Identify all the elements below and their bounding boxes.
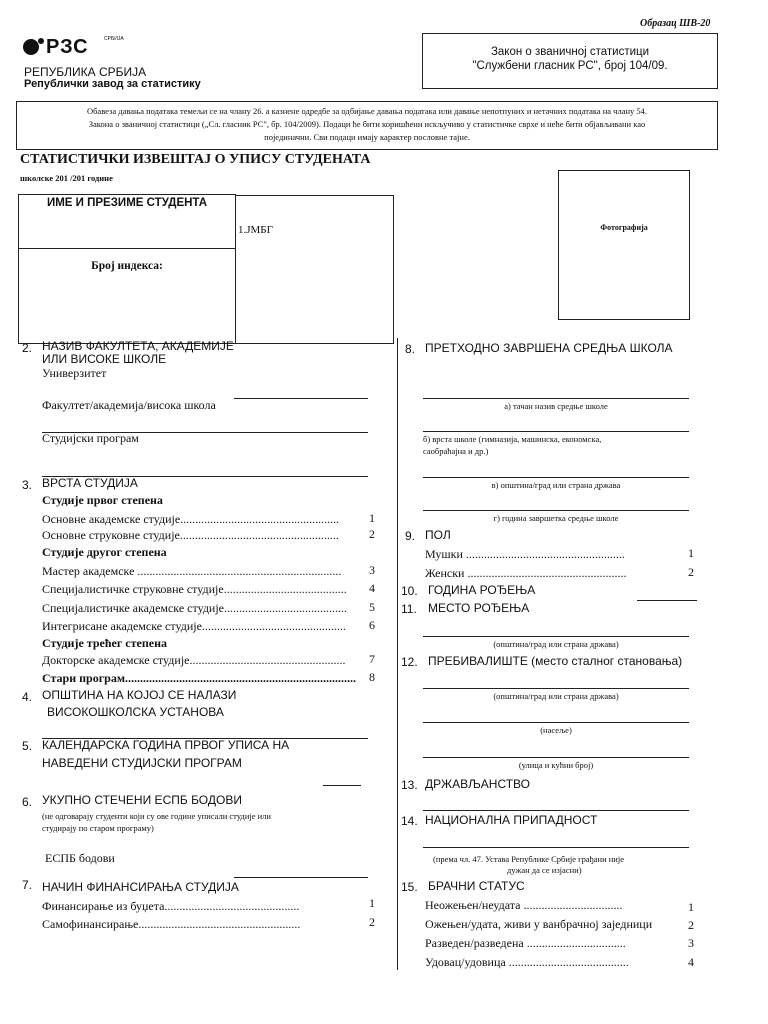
q3-code1: 1 bbox=[369, 511, 375, 525]
q8d-caption: г) година завршетка средње школе bbox=[493, 513, 619, 523]
q3-group1: Студије првог степена bbox=[42, 493, 163, 507]
q2-university-field[interactable] bbox=[234, 398, 368, 399]
q3-group3: Студије трећег степена bbox=[42, 636, 167, 650]
notice-line3: појединачни. Сви подаци имају карактер пословне тајне. bbox=[264, 132, 470, 142]
q8-number: 8. bbox=[405, 342, 416, 356]
q14-number: 14. bbox=[401, 814, 418, 828]
q13-number: 13. bbox=[401, 778, 418, 792]
q13-field[interactable] bbox=[423, 810, 689, 811]
q6-note-line1: (не одговарају студенти који су ове године уписали студије или bbox=[42, 811, 271, 821]
q3-code7: 7 bbox=[369, 652, 375, 666]
q15-option2[interactable]: Ожењен/удата, живи у ванбрачној заједници bbox=[425, 917, 653, 931]
q4-title-line2: ВИСОКОШКОЛСКА УСТАНОВА bbox=[47, 705, 224, 719]
q8d-field[interactable] bbox=[423, 510, 689, 511]
q15-number: 15. bbox=[401, 880, 418, 894]
q8a-field[interactable] bbox=[423, 398, 689, 399]
q11-title: МЕСТО РОЂЕЊА bbox=[428, 601, 530, 615]
notice-line1: Обавеза давања података темељи се на члану 26. а казнене одредбе за одбијање давања података или давање непотпуних и нетачних података на члану 54. bbox=[86, 106, 648, 116]
q15-code3: 3 bbox=[688, 936, 694, 950]
q11-caption: (општина/град или страна држава) bbox=[493, 639, 619, 649]
q8c-field[interactable] bbox=[423, 477, 689, 478]
q10-field[interactable] bbox=[637, 600, 697, 601]
q9-option2[interactable]: Женски ..................................................... bbox=[425, 566, 627, 580]
org-line2: Републички завод за статистику bbox=[24, 78, 201, 90]
q9-option1[interactable]: Мушки ..................................................... bbox=[425, 547, 625, 561]
notice-box bbox=[16, 101, 718, 150]
q12-caption1: (општина/град или страна држава) bbox=[493, 691, 619, 701]
q8b-caption-line2: саобраћајна и др.) bbox=[423, 446, 489, 456]
photo-label: Фотографија bbox=[600, 223, 648, 232]
q5-number: 5. bbox=[22, 739, 33, 753]
q3-option6[interactable]: Интегрисане академске студије................................................ bbox=[42, 619, 346, 633]
q3-code8: 8 bbox=[369, 670, 375, 684]
q9-number: 9. bbox=[405, 529, 416, 543]
q3-option2[interactable]: Основне струковне студије..................................................... bbox=[42, 528, 339, 542]
q6-points-field[interactable] bbox=[234, 877, 368, 878]
q15-option3[interactable]: Разведен/разведена ................................. bbox=[425, 936, 626, 950]
q4-title-line1: ОПШТИНА НА КОЈОЈ СЕ НАЛАЗИ bbox=[42, 688, 237, 702]
logo-text: РЗС bbox=[46, 36, 89, 58]
q7-code1: 1 bbox=[369, 896, 375, 910]
rzs-logo bbox=[20, 36, 130, 64]
q3-option3[interactable]: Мастер академске .................................................................... bbox=[42, 564, 342, 578]
q4-number: 4. bbox=[22, 690, 33, 704]
q9-code1: 1 bbox=[688, 546, 694, 560]
q14-title: НАЦИОНАЛНА ПРИПАДНОСТ bbox=[425, 813, 598, 827]
q2-title-line2: ИЛИ ВИСОКЕ ШКОЛЕ bbox=[42, 352, 167, 366]
index-label: Број индекса: bbox=[91, 260, 163, 272]
q6-title: УКУПНО СТЕЧЕНИ ЕСПБ БОДОВИ bbox=[42, 793, 242, 807]
q9-title: ПОЛ bbox=[425, 528, 451, 542]
q2-program-label: Студијски програм bbox=[42, 431, 139, 445]
q12-number: 12. bbox=[401, 655, 418, 669]
law-box bbox=[422, 33, 718, 89]
q12-caption3: (улица и кућни број) bbox=[518, 760, 594, 770]
q13-title: ДРЖАВЉАНСТВО bbox=[425, 777, 530, 791]
q12-municipality-field[interactable] bbox=[423, 688, 689, 689]
org-line1: РЕПУБЛИКА СРБИЈА bbox=[24, 65, 147, 79]
q6-note-line2: студирају по старом програму) bbox=[42, 823, 154, 833]
q3-option8[interactable]: Стари програм............................................................................. bbox=[42, 671, 357, 685]
student-name-label: ИМЕ И ПРЕЗИМЕ СТУДЕНТА bbox=[46, 197, 208, 209]
q3-code3: 3 bbox=[369, 563, 375, 577]
q2-university-label: Универзитет bbox=[42, 366, 107, 380]
school-year: школске 201 /201 године bbox=[20, 173, 113, 183]
q2-faculty-label: Факултет/академија/висока школа bbox=[42, 398, 216, 412]
q3-code6: 6 bbox=[369, 618, 375, 632]
page-title: СТАТИСТИЧКИ ИЗВЕШТАЈ О УПИСУ СТУДЕНАТА bbox=[20, 152, 371, 167]
q2-number: 2. bbox=[22, 341, 33, 355]
q5-field[interactable] bbox=[323, 785, 361, 786]
q12-caption2: (насеље) bbox=[540, 725, 572, 735]
q3-group2: Студије другог степена bbox=[42, 545, 167, 559]
q3-number: 3. bbox=[22, 478, 33, 492]
q12-street-field[interactable] bbox=[423, 757, 689, 758]
q15-code1: 1 bbox=[688, 900, 694, 914]
q15-option1[interactable]: Неожењен/неудата ................................. bbox=[425, 898, 623, 912]
q6-number: 6. bbox=[22, 795, 33, 809]
logo-small-text: СРБИЈА bbox=[104, 36, 124, 42]
q7-option1[interactable]: Финансирање из буџета............................................. bbox=[42, 899, 300, 913]
photo-box bbox=[558, 170, 690, 320]
q14-field[interactable] bbox=[423, 847, 689, 848]
q14-note-line2: дужан да се изјасни) bbox=[507, 865, 582, 875]
q6-points-label: ЕСПБ бодови bbox=[45, 851, 115, 865]
q11-field[interactable] bbox=[423, 636, 689, 637]
jmbg-label: 1.ЈМБГ bbox=[238, 224, 273, 236]
q10-number: 10. bbox=[401, 584, 418, 598]
q2-title-line1: НАЗИВ ФАКУЛТЕТА, АКАДЕМИЈЕ bbox=[42, 339, 234, 353]
q10-title: ГОДИНА РОЂЕЊА bbox=[428, 583, 536, 597]
column-divider bbox=[397, 338, 398, 970]
q15-title: БРАЧНИ СТАТУС bbox=[428, 879, 525, 893]
q8b-caption-line1: б) врста школе (гимназија, машинска, економска, bbox=[423, 434, 602, 444]
q5-title-line1: КАЛЕНДАРСКА ГОДИНА ПРВОГ УПИСА НА bbox=[42, 738, 290, 752]
q15-option4[interactable]: Удовац/удовица ........................................ bbox=[425, 955, 629, 969]
q7-number: 7. bbox=[22, 878, 33, 892]
student-name-box bbox=[18, 194, 236, 344]
q8a-caption: а) тачан назив средње школе bbox=[504, 401, 608, 411]
q5-title-line2: НАВЕДЕНИ СТУДИЈСКИ ПРОГРАМ bbox=[42, 756, 242, 770]
q15-code4: 4 bbox=[688, 955, 694, 969]
q15-code2: 2 bbox=[688, 918, 694, 932]
jmbg-box[interactable] bbox=[235, 195, 394, 344]
q9-code2: 2 bbox=[688, 565, 694, 579]
q3-code2: 2 bbox=[369, 527, 375, 541]
q8c-caption: в) општина/град или страна држава bbox=[491, 480, 621, 490]
q3-code5: 5 bbox=[369, 600, 375, 614]
q7-title: НАЧИН ФИНАНСИРАЊА СТУДИЈА bbox=[42, 880, 239, 894]
q11-number: 11. bbox=[401, 602, 417, 616]
q7-code2: 2 bbox=[369, 915, 375, 929]
q8b-field[interactable] bbox=[423, 431, 689, 432]
q7-option2[interactable]: Самофинансирање...................................................... bbox=[42, 917, 301, 931]
q3-option5[interactable]: Специјалистичке академске студије......................................... bbox=[42, 601, 348, 615]
q3-option4[interactable]: Специјалистичке струковне студије......................................... bbox=[42, 582, 347, 596]
law-line2: "Службени гласник РС", број 104/09. bbox=[472, 60, 668, 72]
q12-title: ПРЕБИВАЛИШТЕ (место сталног становања) bbox=[428, 654, 683, 668]
q12-settlement-field[interactable] bbox=[423, 722, 689, 723]
notice-line2: Закона о званичној статистици („Сл. гласник РС", бр. 104/2009). Подаци ће бити коришћени искључиво у статистичке сврхе и неће бити објављивани као bbox=[88, 119, 646, 129]
q3-code4: 4 bbox=[369, 581, 375, 595]
q8-title: ПРЕТХОДНО ЗАВРШЕНА СРЕДЊА ШКОЛА bbox=[425, 341, 673, 355]
q3-title: ВРСТА СТУДИЈА bbox=[42, 476, 138, 490]
q14-note-line1: (према чл. 47. Устава Републике Србије грађани није bbox=[433, 854, 624, 864]
law-line1: Закон о званичној статистици bbox=[490, 46, 650, 58]
form-code: Образац ШВ-20 bbox=[640, 18, 711, 29]
q3-option7[interactable]: Докторске академске студије.................................................... bbox=[42, 653, 346, 667]
q3-option1[interactable]: Основне академске студије..................................................... bbox=[42, 512, 340, 526]
